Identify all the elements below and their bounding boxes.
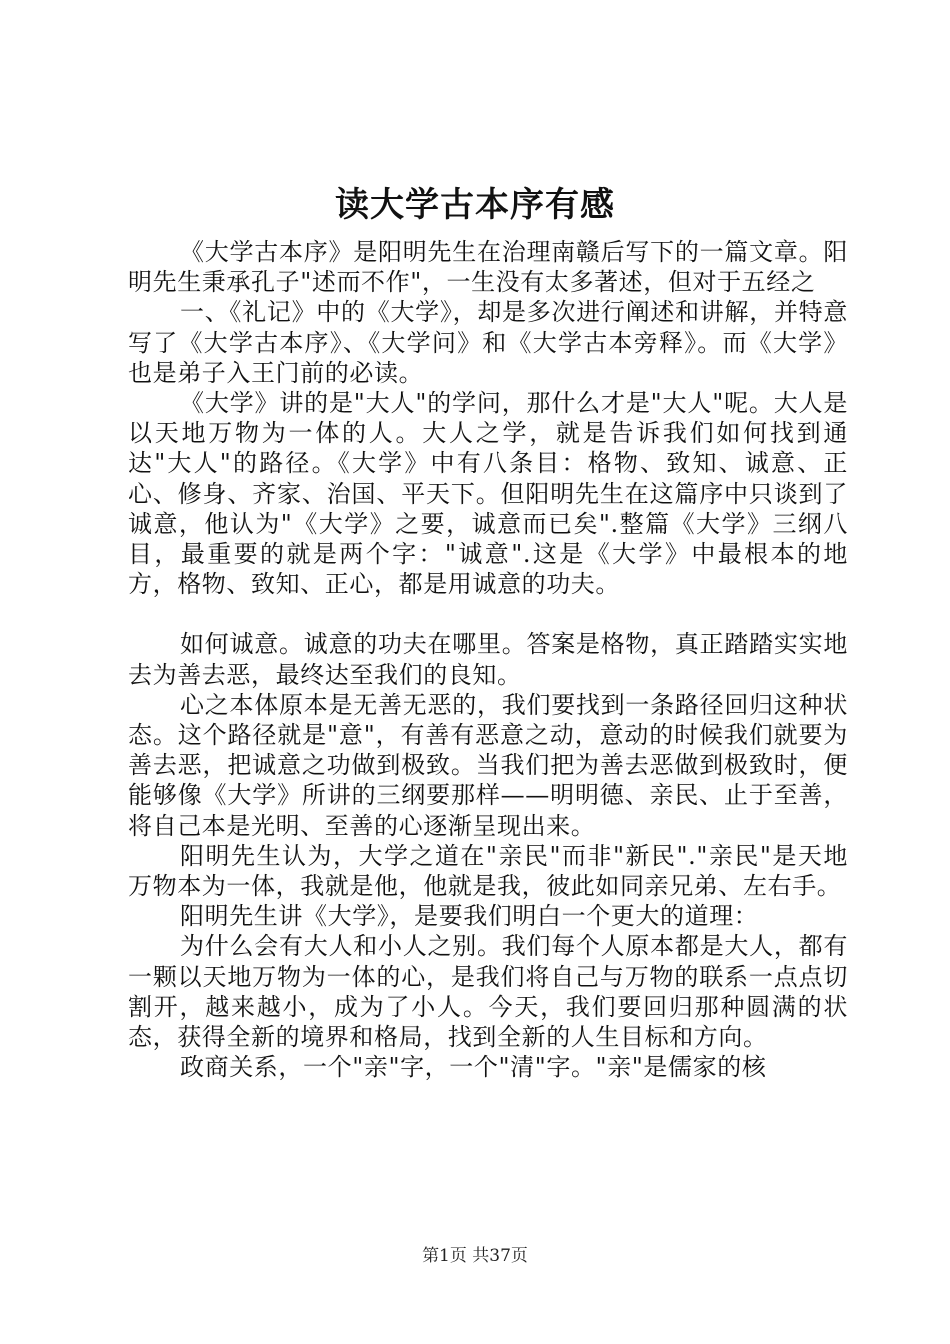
paragraph-6: 阳明先生认为，大学之道在"亲民"而非"新民"."亲民"是天地万物本为一体，我就是他，他就是我，彼此如同亲兄弟、左右手。: [128, 841, 848, 901]
paragraph-3: 《大学》讲的是"大人"的学问，那什么才是"大人"呢。大人是以天地万物为一体的人。大人之学，就是告诉我们如何找到通达"大人"的路径。《大学》中有八条目：格物、致知、诚意、正心、修身、齐家、治国、平天下。但阳明先生在这篇序中只谈到了诚意，他认为"《大学》之要，诚意而已矣".整篇《大学》三纲八目，最重要的就是两个字："诚意".这是《大学》中最根本的地方，格物、致知、正心，都是用诚意的功夫。: [128, 389, 848, 599]
page-footer: 第1页 共37页: [422, 1246, 528, 1266]
paragraph-4: 如何诚意。诚意的功夫在哪里。答案是格物，真正踏踏实实地去为善去恶，最终达至我们的良知。: [128, 630, 848, 689]
paragraph-8: 为什么会有大人和小人之别。我们每个人原本都是大人，都有一颗以天地万物为一体的心，是我们将自己与万物的联系一点点切割开，越来越小，成为了小人。今天，我们要回归那种圆满的状态，获得全新的境界和格局，找到全新的人生目标和方向。: [128, 932, 848, 1052]
paragraph-gap: [128, 599, 848, 629]
document-title: 读大学古本序有感: [335, 185, 615, 225]
paragraph-9: 政商关系，一个"亲"字，一个"清"字。"亲"是儒家的核: [180, 1053, 767, 1082]
paragraph-5: 心之本体原本是无善无恶的，我们要找到一条路径回归这种状态。这个路径就是"意"，有善有恶意之动，意动的时候我们就要为善去恶，把诚意之功做到极致。当我们把为善去恶做到极致时，便能够像《大学》所讲的三纲要那样——明明德、亲民、止于至善，将自己本是光明、至善的心逐渐呈现出来。: [128, 690, 848, 840]
paragraph-1: 《大学古本序》是阳明先生在治理南赣后写下的一篇文章。阳明先生秉承孔子"述而不作"，一生没有太多著述，但对于五经之: [128, 238, 848, 297]
document-body: [128, 237, 848, 1082]
paragraph-7: 阳明先生讲《大学》，是要我们明白一个更大的道理：: [180, 902, 759, 931]
paragraph-2: 一、《礼记》中的《大学》，却是多次进行阐述和讲解，并特意写了《大学古本序》、《大学问》和《大学古本旁释》。而《大学》也是弟子入王门前的必读。: [128, 298, 848, 387]
